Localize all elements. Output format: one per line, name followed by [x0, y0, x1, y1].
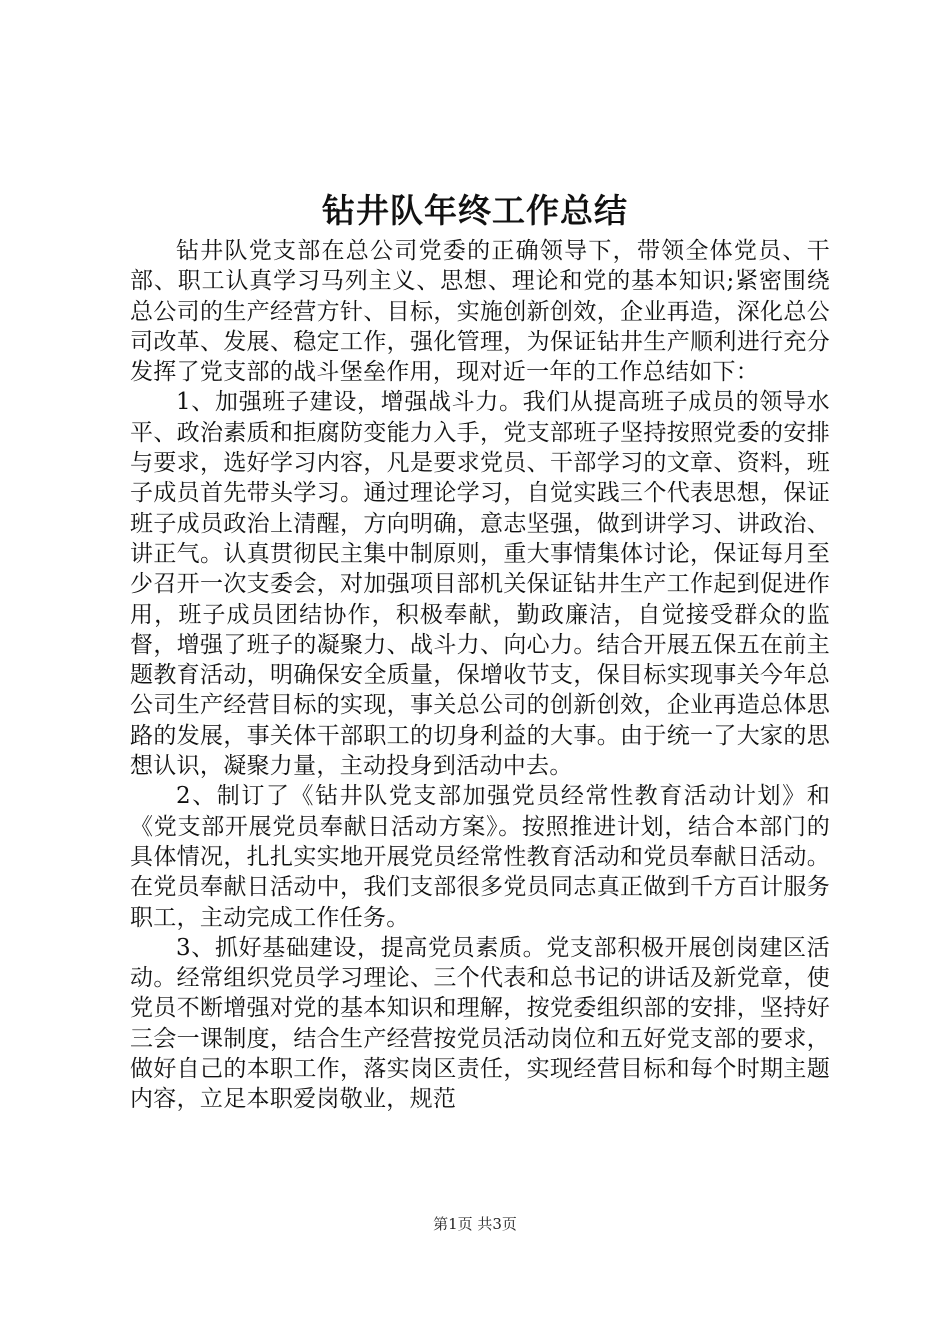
document-title: 钻井队年终工作总结: [322, 191, 628, 230]
paragraph-item-2: 2、制订了《钻井队党支部加强党员经常性教育活动计划》和《党支部开展党员奉献日活动方案》。按照推进计划，结合本部门的具体情况，扎扎实实地开展党员经常性教育活动和党员奉献日活动。在党员奉献日活动中，我们支部很多党员同志真正做到千方百计服务职工，主动完成工作任务。: [130, 783, 830, 931]
paragraph-intro: 钻井队党支部在总公司党委的正确领导下，带领全体党员、干部、职工认真学习马列主义、思想、理论和党的基本知识;紧密围绕总公司的生产经营方针、目标，实施创新创效，企业再造，深化总公司改革、发展、稳定工作，强化管理，为保证钻井生产顺利进行充分发挥了党支部的战斗堡垒作用，现对近一年的工作总结如下：: [130, 238, 830, 386]
document-body: [130, 236, 830, 1115]
paragraph-item-3: 3、抓好基础建设，提高党员素质。党支部积极开展创岗建区活动。经常组织党员学习理论、三个代表和总书记的讲话及新党章，使党员不断增强对党的基本知识和理解，按党委组织部的安排，坚持好三会一课制度，结合生产经营按党员活动岗位和五好党支部的要求，做好自己的本职工作，落实岗区责任，实现经营目标和每个时期主题内容，立足本职爱岗敬业，规范: [130, 934, 830, 1113]
page-footer: 第1页 共3页: [433, 1215, 517, 1233]
paragraph-item-1: 1、加强班子建设，增强战斗力。我们从提高班子成员的领导水平、政治素质和拒腐防变能力入手，党支部班子坚持按照党委的安排与要求，选好学习内容，凡是要求党员、干部学习的文章、资料，班子成员首先带头学习。通过理论学习，自觉实践三个代表思想，保证班子成员政治上清醒，方向明确，意志坚强，做到讲学习、讲政治、讲正气。认真贯彻民主集中制原则，重大事情集体讨论，保证每月至少召开一次支委会，对加强项目部机关保证钻井生产工作起到促进作用，班子成员团结协作，积极奉献，勤政廉洁，自觉接受群众的监督，增强了班子的凝聚力、战斗力、向心力。结合开展五保五在前主题教育活动，明确保安全质量，保增收节支，保目标实现事关今年总公司生产经营目标的实现，事关总公司的创新创效，企业再造总体思路的发展，事关体干部职工的切身利益的大事。由于统一了大家的思想认识，凝聚力量，主动投身到活动中去。: [130, 389, 830, 780]
